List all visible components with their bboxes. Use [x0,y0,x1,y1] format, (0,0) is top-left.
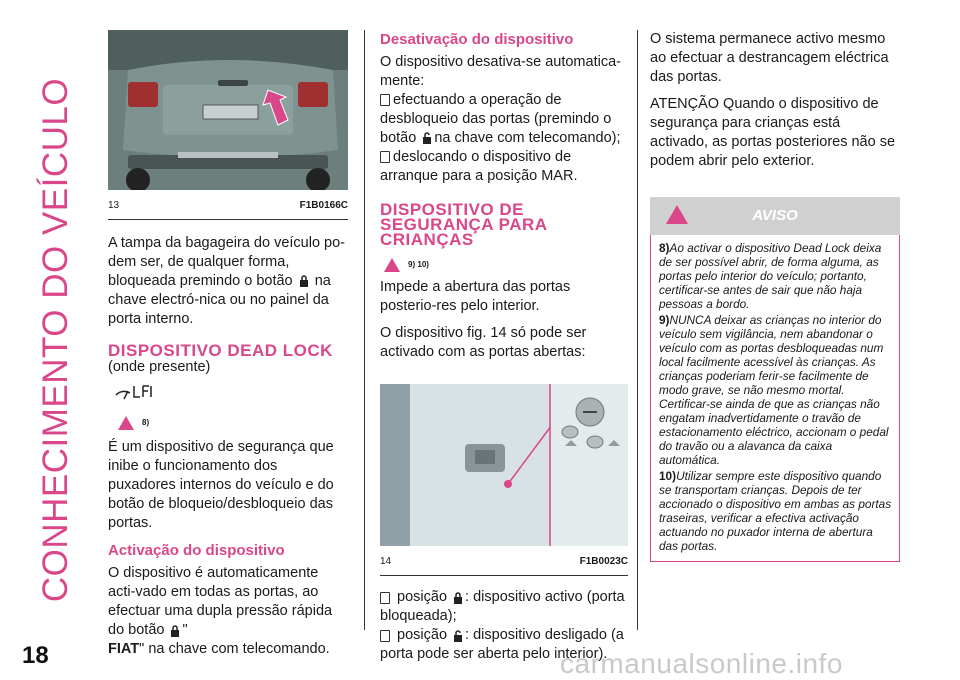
warning-number: 8) [659,241,670,255]
paragraph: É um dispositivo de segurança que inibe o funcionamento dos puxadores internos do veículo e do botão de bloqueio/desbloqueio das portas. [108,439,334,532]
paragraph: O dispositivo fig. 14 só pode ser activado com as portas abertas: [380,325,587,361]
lock-icon [453,592,463,604]
warning-reference [384,255,628,274]
text: : dispositivo activo (porta bloqueada); [380,589,625,625]
figure-number: 13 [108,200,120,211]
figure-code: F1B0166C [299,200,348,211]
column-3 [650,30,900,562]
list-item [380,91,628,148]
warning-icon [384,258,400,272]
bullet-icon [380,630,390,642]
text: efectuando a operação de desbloqueio das portas (premindo o botão [380,92,612,146]
figure-number: 14 [380,556,392,568]
subheading-deactivation: Desativação do dispositivo [380,31,574,48]
brand-text: FIAT [108,641,140,658]
text: : dispositivo desligado (a porta pode ser aberta pelo interior). [380,627,624,663]
section-side-title: CONHECIMENTO DO VEÍCULO [36,77,75,603]
figure-13 [108,30,348,220]
lock-icon [170,625,180,637]
text: deslocando o dispositivo de arranque para a posição MAR. [380,149,578,184]
subheading-activation: Activação do dispositivo [108,542,285,560]
warning-reference [118,413,348,432]
paragraph: Impede a abertura das portas posterio-res pelo interior. [380,279,571,315]
warning-ref-number: 9) 10) [408,260,429,269]
warning-text: NUNCA deixar as crianças no interior do veículo sem vigilância, nem abandonar o veículo com as portas desbloqueadas num local facilmente acessível às crianças. As crianças poderiam ferir-se facilmente de modo grave, se não mesmo mortal. Certificar-se ainda de que as crianças não engatam inadvertidamente o travão de estacionamento eléctrico, accionam o pedal do travão ou a alavanca da caixa automática. [659,313,889,467]
text: O dispositivo é automaticamente acti-vado em todas as portas, ao efectuar uma dupla pressão rápida do botão [108,565,333,639]
door-lock-photo [380,384,628,546]
text: " na chave com telecomando. [139,641,330,658]
unlock-icon [453,630,463,642]
text: na chave electró-nica ou no painel da porta interno. [108,273,331,327]
dead-lock-symbol-icon [114,381,348,409]
list-item [380,626,628,664]
warning-box-title: AVISO [752,207,798,224]
column-divider [364,30,365,630]
heading-dead-lock: DISPOSITIVO DEAD LOCK [108,341,333,360]
paragraph [108,564,348,659]
warning-number: 10) [659,469,677,483]
figure-caption [108,190,348,220]
paragraph: ATENÇÃO Quando o dispositivo de segurança para crianças está activado, as portas posteriores não se podem abrir pelo exterior. [650,96,896,169]
unlock-icon [422,132,432,144]
paragraph: O sistema permanece activo mesmo ao efectuar a destrancagem eléctrica das portas. [650,31,889,85]
warning-item [659,241,893,311]
text: posição [397,627,448,644]
car-rear-photo [108,30,348,190]
watermark: carmanualsonline.info [560,648,843,679]
warning-number: 9) [659,313,670,327]
text: " [182,622,188,639]
text: A tampa da bagageira do veículo po-dem ser, de qualquer forma, bloqueada premindo o botão [108,235,345,289]
warning-text: Ao activar o dispositivo Dead Lock deixa de ser possível abrir, de forma alguma, as portas pelo interior do veículo; portanto, certificar-se antes de sair que não haja pessoas a bordo. [659,241,882,311]
column-2 [380,30,628,672]
list-item [380,148,628,186]
warning-box-header [650,197,900,235]
text: na chave com telecomando); [434,130,621,146]
bullet-icon [380,151,390,163]
paragraph: O dispositivo desativa-se automatica-mente: [380,54,621,89]
list-item [380,588,628,626]
where-present-note: (onde presente) [108,359,211,375]
paragraph [108,234,348,329]
heading-child-safety: DISPOSITIVO DE SEGURANÇA PARA CRIANÇAS [380,200,547,249]
bullet-icon [380,592,390,604]
warning-item [659,313,893,467]
bullet-icon [380,94,390,106]
warning-box-body [650,235,900,562]
figure-14 [380,384,628,576]
column-1 [108,30,348,667]
lock-icon [299,275,309,287]
column-divider [637,30,638,630]
warning-icon [118,416,134,430]
text: posição [397,589,448,606]
figure-caption [380,546,628,576]
warning-item [659,469,893,553]
warning-text: Utilizar sempre este dispositivo quando se transportam crianças. Depois de ter accionado o dispositivo em ambas as portas traseiras, verificar a efectiva activação actuando no puxador interna de abertura das portas. [659,469,892,553]
warning-ref-number: 8) [142,418,150,427]
figure-code: F1B0023C [579,556,628,568]
page-number: 18 [22,642,49,669]
